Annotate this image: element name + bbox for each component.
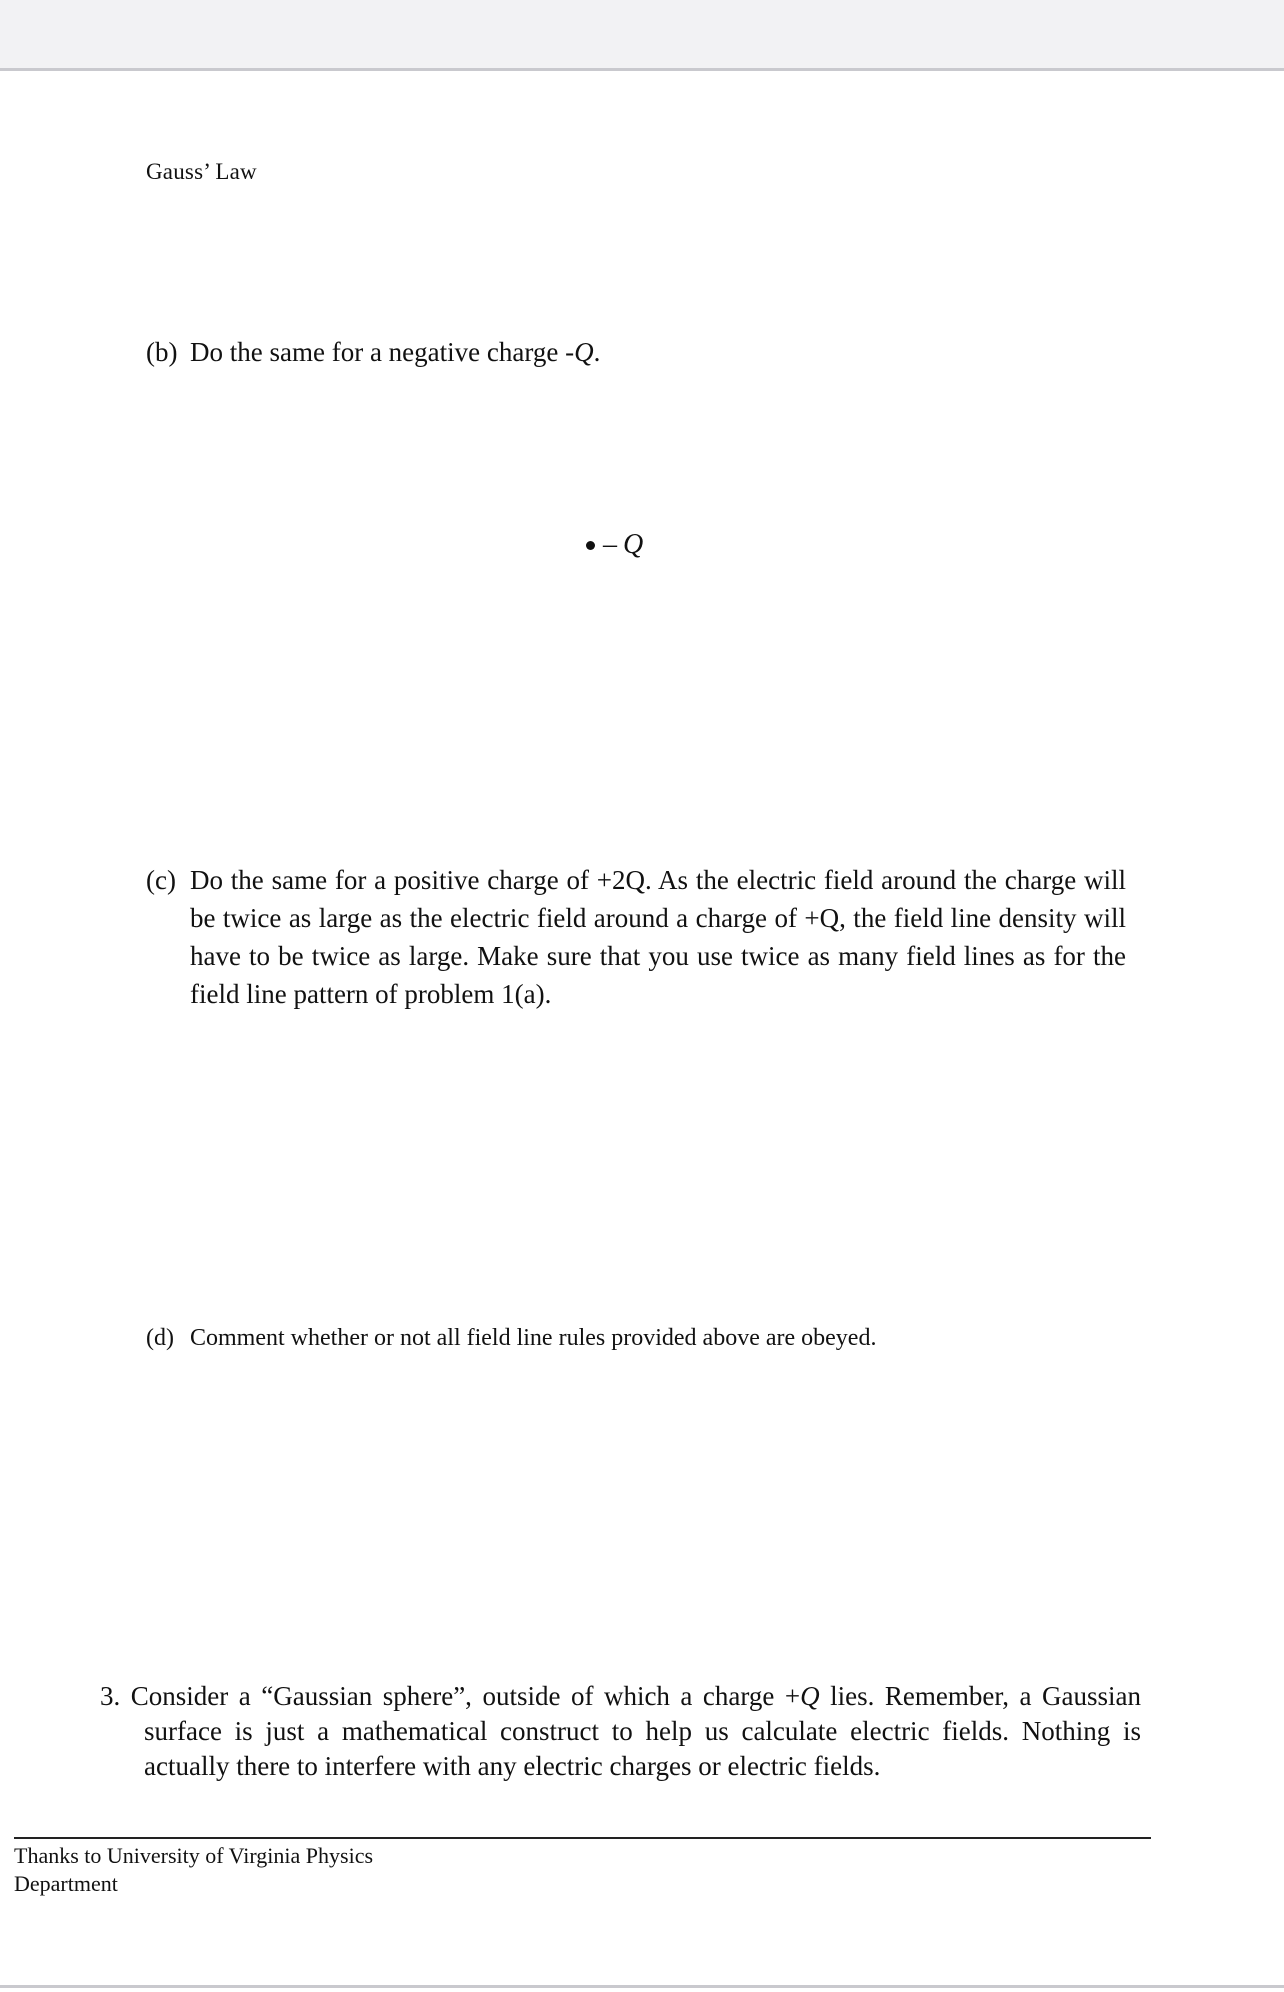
question-3-text: 3. Consider a “Gaussian sphere”, outside of which a charge +Q lies. Remember, a Gaussian surface is just a mathematical construct to help us calculate electric fields. Nothing is actually there to interfere with any electric charges or electric fields.: [100, 1681, 1141, 1781]
question-c-label: (c): [146, 865, 176, 895]
question-3-symbol: Q: [800, 1681, 820, 1711]
question-c: [146, 861, 1126, 1013]
footnote: Thanks to University of Virginia Physics Department: [14, 1843, 374, 1896]
question-d-label: (d): [146, 1325, 174, 1351]
charge-marker-symbol: Q: [623, 529, 644, 560]
question-d: [146, 1319, 876, 1357]
charge-dot-icon: [586, 541, 595, 550]
question-d-text: Comment whether or not all field line rules provided above are obeyed.: [190, 1325, 877, 1351]
page-header: Gauss’ Law: [146, 159, 257, 184]
question-b-label: (b): [146, 337, 178, 367]
question-3: [100, 1679, 1141, 1784]
question-b: [146, 333, 600, 371]
question-c-text: Do the same for a positive charge of +2Q. As the electric field around the charge will be twice as large as the electric field around a charge of +Q, the field line density will have to be twice as large. Make sure that you use twice as many field lines as for the field line pattern of problem 1(a).: [190, 865, 1126, 1009]
charge-sign: –: [603, 529, 617, 560]
footnote-divider: [14, 1837, 1151, 1839]
question-b-text: Do the same for a negative charge -Q.: [190, 337, 601, 367]
viewer-toolbar: [0, 0, 1284, 71]
page-bottom-border: [0, 1985, 1284, 1988]
charge-symbol: Q: [574, 337, 594, 367]
negative-charge-marker: [586, 529, 643, 561]
document-page: [0, 71, 1284, 1987]
